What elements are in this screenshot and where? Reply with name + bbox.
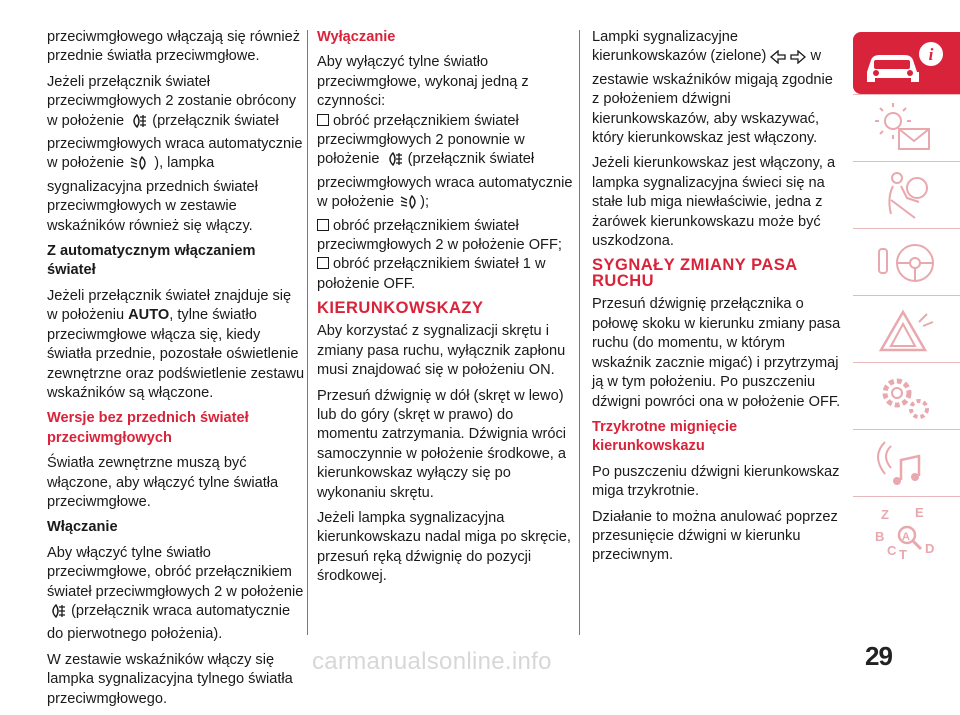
tab-warning-lights[interactable]	[853, 94, 960, 161]
column-2	[317, 28, 573, 593]
column-3	[592, 28, 842, 572]
text: obróć przełącznikiem świateł przeciwmgłowych 2 w położenie OFF;	[317, 217, 562, 254]
column-divider	[579, 30, 580, 635]
column-divider	[307, 30, 308, 635]
index-letter: D	[925, 541, 935, 556]
airbag-icon	[871, 168, 941, 224]
steering-wheel-icon	[871, 235, 941, 291]
heading-versions: Wersje bez przednich świateł przeciwmgłowych	[47, 410, 249, 446]
text: Jeżeli przełącznik świateł przeciwmgłowych 2 zostanie obrócony w położenie	[47, 73, 297, 129]
paragraph: Aby wyłączyć tylne światło przeciwmgłowe, wykonaj jedną z czynności:	[317, 54, 529, 110]
heading-lane-change: SYGNAŁY ZMIANY PASA RUCHU	[592, 256, 798, 291]
tab-emergency[interactable]	[853, 295, 960, 362]
paragraph: Po puszczeniu dźwigni kierunkowskaz miga trzykrotnie.	[592, 463, 840, 500]
paragraph	[47, 73, 305, 236]
warning-light-icon	[871, 101, 941, 157]
index-letter: B	[875, 529, 885, 544]
paragraph: przeciwmgłowego włączają się również przednie światła przeciwmgłowe.	[47, 29, 301, 65]
heading-triple-flash: Trzykrotne mignięcie kierunkowskazu	[592, 418, 738, 455]
multimedia-icon	[871, 436, 941, 492]
text: obróć przełącznikiem świateł przeciwmgłowych 2 ponownie w położenie	[317, 112, 525, 168]
text: (przełącznik wraca automatycznie do pierwotnego położenia).	[47, 602, 291, 643]
front-fog-light-icon	[47, 603, 67, 625]
heading-on: Włączanie	[47, 519, 118, 536]
option-1	[317, 112, 573, 217]
lamp-switch-icon	[128, 155, 150, 177]
heading-auto: Z automatycznym włączaniem świateł	[47, 243, 256, 279]
checkbox-icon	[317, 257, 329, 269]
text: (przełącznik świateł przeciwmgłowych wraca automatycznie w położenie	[47, 112, 303, 172]
text: );	[420, 194, 430, 211]
option-2	[317, 217, 573, 256]
paragraph: Działanie to można anulować poprzez przesunięcie dźwigni w kierunku przeciwnym.	[592, 508, 838, 564]
text: w zestawie wskaźników migają zgodnie z położeniem dźwigni kierunkowskazów, aby wskazywać, który kierunkowskaz jest włączony.	[592, 48, 833, 147]
gears-icon	[871, 369, 941, 425]
paragraph: Przesuń dźwignię przełącznika o połowę skoku w kierunku zmiany pasa ruchu (do momentu, w którym wskaźnik zacznie migać) i przytrzymaj ją w tym położeniu. Po puszczeniu dźwigni powróci ona w położenie OFF.	[592, 296, 841, 410]
index-letter: T	[899, 547, 907, 562]
turn-signal-arrows-icon	[770, 50, 806, 70]
index-letter: A	[902, 531, 910, 543]
paragraph: Przesuń dźwignię w dół (skręt w lewo) lub do góry (skręt w prawo) do momentu zatrzymania. Dźwignia wróci samoczynnie w położenie środkowe, a kierunkowskaz wyłączy się po wykonaniu skrętu.	[317, 387, 567, 501]
section-sidebar	[853, 32, 960, 563]
index-letters-icon	[871, 503, 941, 563]
tab-safety[interactable]	[853, 161, 960, 228]
tab-starting-driving[interactable]	[853, 228, 960, 295]
watermark: carmanualsonline.info	[312, 648, 552, 675]
tab-maintenance[interactable]	[853, 362, 960, 429]
index-letter: E	[915, 505, 924, 520]
text: obróć przełącznikiem świateł 1 w położenie OFF.	[317, 256, 546, 292]
heading-off: Wyłączanie	[317, 29, 396, 45]
tab-car-info[interactable]	[853, 32, 960, 94]
checkbox-icon	[317, 114, 329, 126]
text: Aby włączyć tylne światło przeciwmgłowe, obróć przełącznikiem świateł przeciwmgłowych 2 w położenie	[47, 544, 304, 600]
paragraph: W zestawie wskaźników włączy się lampka sygnalizacyjna tylnego światła przeciwmgłowego.	[47, 651, 293, 707]
paragraph	[47, 287, 305, 403]
text: Jeżeli przełącznik świateł znajduje się w położeniu	[47, 287, 292, 324]
checkbox-icon	[317, 219, 329, 231]
paragraph	[47, 544, 305, 645]
svg-text:i: i	[928, 45, 934, 64]
index-letter: C	[887, 543, 897, 558]
text: , tylne światło przeciwmgłowe włącza się, kiedy światła przednie, pozostałe oświetlenie zewnętrzne oraz podświetlenie zestawu wskaźników są włączone.	[47, 307, 305, 401]
lamp-switch-icon	[398, 194, 420, 216]
text: ), lampka sygnalizacyjna przednich świateł przeciwmgłowych w zestawie wskaźników również się włączy.	[47, 155, 258, 234]
paragraph: Jeżeli kierunkowskaz jest włączony, a lampka sygnalizacyjna świeci się na stałe lub miga niewłaściwie, jedna z żarówek kierunkowskazu może być uszkodzona.	[592, 155, 836, 250]
column-1	[47, 28, 305, 715]
page-number: 29	[865, 641, 892, 671]
paragraph: Jeżeli lampka sygnalizacyjna kierunkowskazu nadal miga po skręcie, przesuń ręką dźwignię do pozycji środkowej.	[317, 509, 571, 585]
paragraph: Światła zewnętrzne muszą być włączone, aby włączyć tylne światła przeciwmgłowe.	[47, 455, 279, 510]
front-fog-light-icon	[128, 113, 148, 135]
heading-indicators: KIERUNKOWSKAZY	[317, 299, 484, 318]
front-fog-light-icon	[384, 151, 404, 173]
auto-label: AUTO	[128, 307, 170, 324]
warning-triangle-icon	[871, 302, 941, 358]
tab-multimedia[interactable]	[853, 429, 960, 496]
paragraph: Aby korzystać z sygnalizacji skrętu i zmiany pasa ruchu, wyłącznik zapłonu musi znajdować się w położeniu ON.	[317, 323, 566, 379]
paragraph	[592, 28, 842, 148]
text: Lampki sygnalizacyjne kierunkowskazów (zielone)	[592, 29, 767, 65]
tab-index[interactable]	[853, 496, 960, 563]
car-info-icon	[853, 32, 960, 94]
option-3	[317, 255, 573, 294]
index-letter: Z	[881, 507, 889, 522]
text: (przełącznik świateł przeciwmgłowych wraca automatycznie w położenie	[317, 151, 573, 211]
